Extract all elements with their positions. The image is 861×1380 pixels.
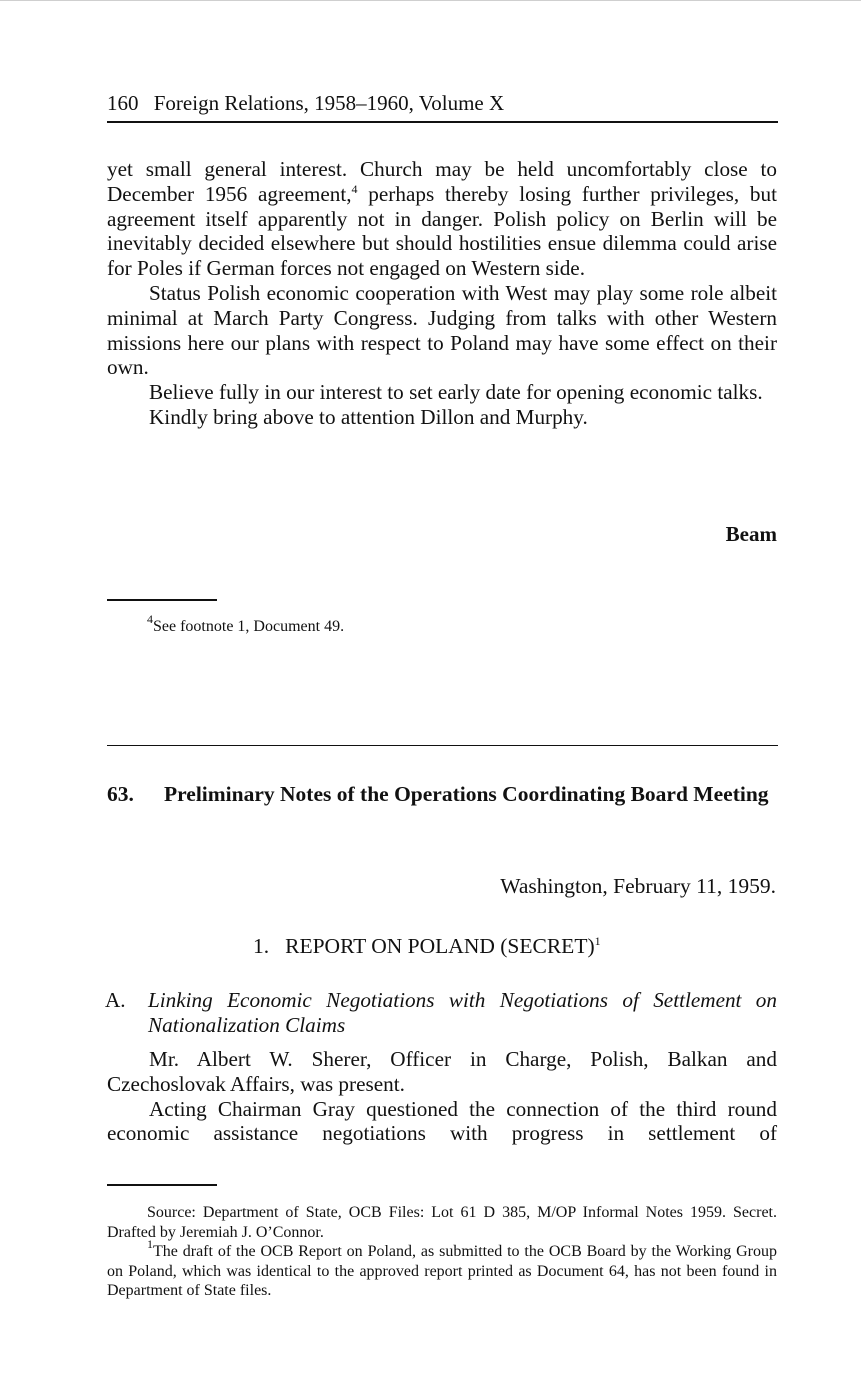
section-heading	[253, 933, 601, 959]
subsection-title: Linking Economic Negotiations with Negotiations of Settlement on Nationalization Claims	[148, 988, 777, 1037]
footnote-marker: 1	[594, 934, 601, 948]
section-number: 1.	[253, 934, 270, 958]
footnote-marker: 4	[147, 612, 153, 626]
running-header	[107, 89, 777, 117]
signature: Beam	[725, 522, 777, 546]
paragraph: Acting Chairman Gray questioned the connection of the third round economic assistance negotiations with progress in settlement of	[107, 1096, 777, 1146]
paragraph: Kindly bring above to attention Dillon and Murphy.	[149, 404, 588, 429]
document-separator	[107, 745, 778, 746]
footnote-rule	[107, 599, 217, 601]
header-rule	[107, 121, 778, 123]
dateline: Washington, February 11, 1959.	[500, 874, 776, 898]
section-title: REPORT ON POLAND (SECRET)	[285, 934, 595, 958]
subsection-heading	[105, 988, 777, 1037]
subsection-letter: A.	[105, 988, 126, 1012]
paragraph: Mr. Albert W. Sherer, Officer in Charge, Polish, Balkan and Czechoslovak Affairs, was present.	[107, 1047, 777, 1096]
top-edge-line	[0, 0, 861, 1]
paragraph: Believe fully in our interest to set early date for opening economic talks.	[149, 380, 763, 405]
paragraph: yet small general interest. Church may be held uncomfortably close to December 1956 agreement,$^4$ perhaps thereby losing further privileges, but agreement itself apparently not in danger. Polish policy on Berlin will be inevitably decided elsewhere but should hostilities ensue dilemma could arise for Poles if German forces not engaged on Western side.	[107, 157, 777, 281]
footnote-marker: 4	[351, 181, 358, 196]
source-note: Source: Department of State, OCB Files: Lot 61 D 385, M/OP Informal Notes 1959. Secret. Drafted by Jeremiah J. O’Connor.	[107, 1204, 777, 1241]
continuation-text	[107, 157, 777, 430]
footnote-rule	[107, 1184, 217, 1186]
page-number: 160	[107, 91, 139, 115]
running-title: Foreign Relations, 1958–1960, Volume X	[153, 91, 505, 115]
footnote: $^4$See footnote 1, Document 49.	[147, 612, 345, 635]
footnote: $^1$The draft of the OCB Report on Poland, as submitted to the OCB Board by the Working Group on Poland, which was identical to the approved report printed as Document 64, has not been found in Department of State files.	[107, 1237, 777, 1299]
footnote-marker: 1	[147, 1237, 153, 1251]
document-heading	[107, 782, 777, 807]
document-number: 63.	[107, 782, 134, 806]
document-text	[107, 1047, 777, 1146]
paragraph: Status Polish economic cooperation with West may play some role albeit minimal at March Party Congress. Judging from talks with other Western missions here our plans with respect to Poland may have some effect on their own.	[107, 280, 777, 380]
document-title: Preliminary Notes of the Operations Coordinating Board Meeting	[164, 782, 769, 806]
footnotes	[107, 1203, 777, 1301]
